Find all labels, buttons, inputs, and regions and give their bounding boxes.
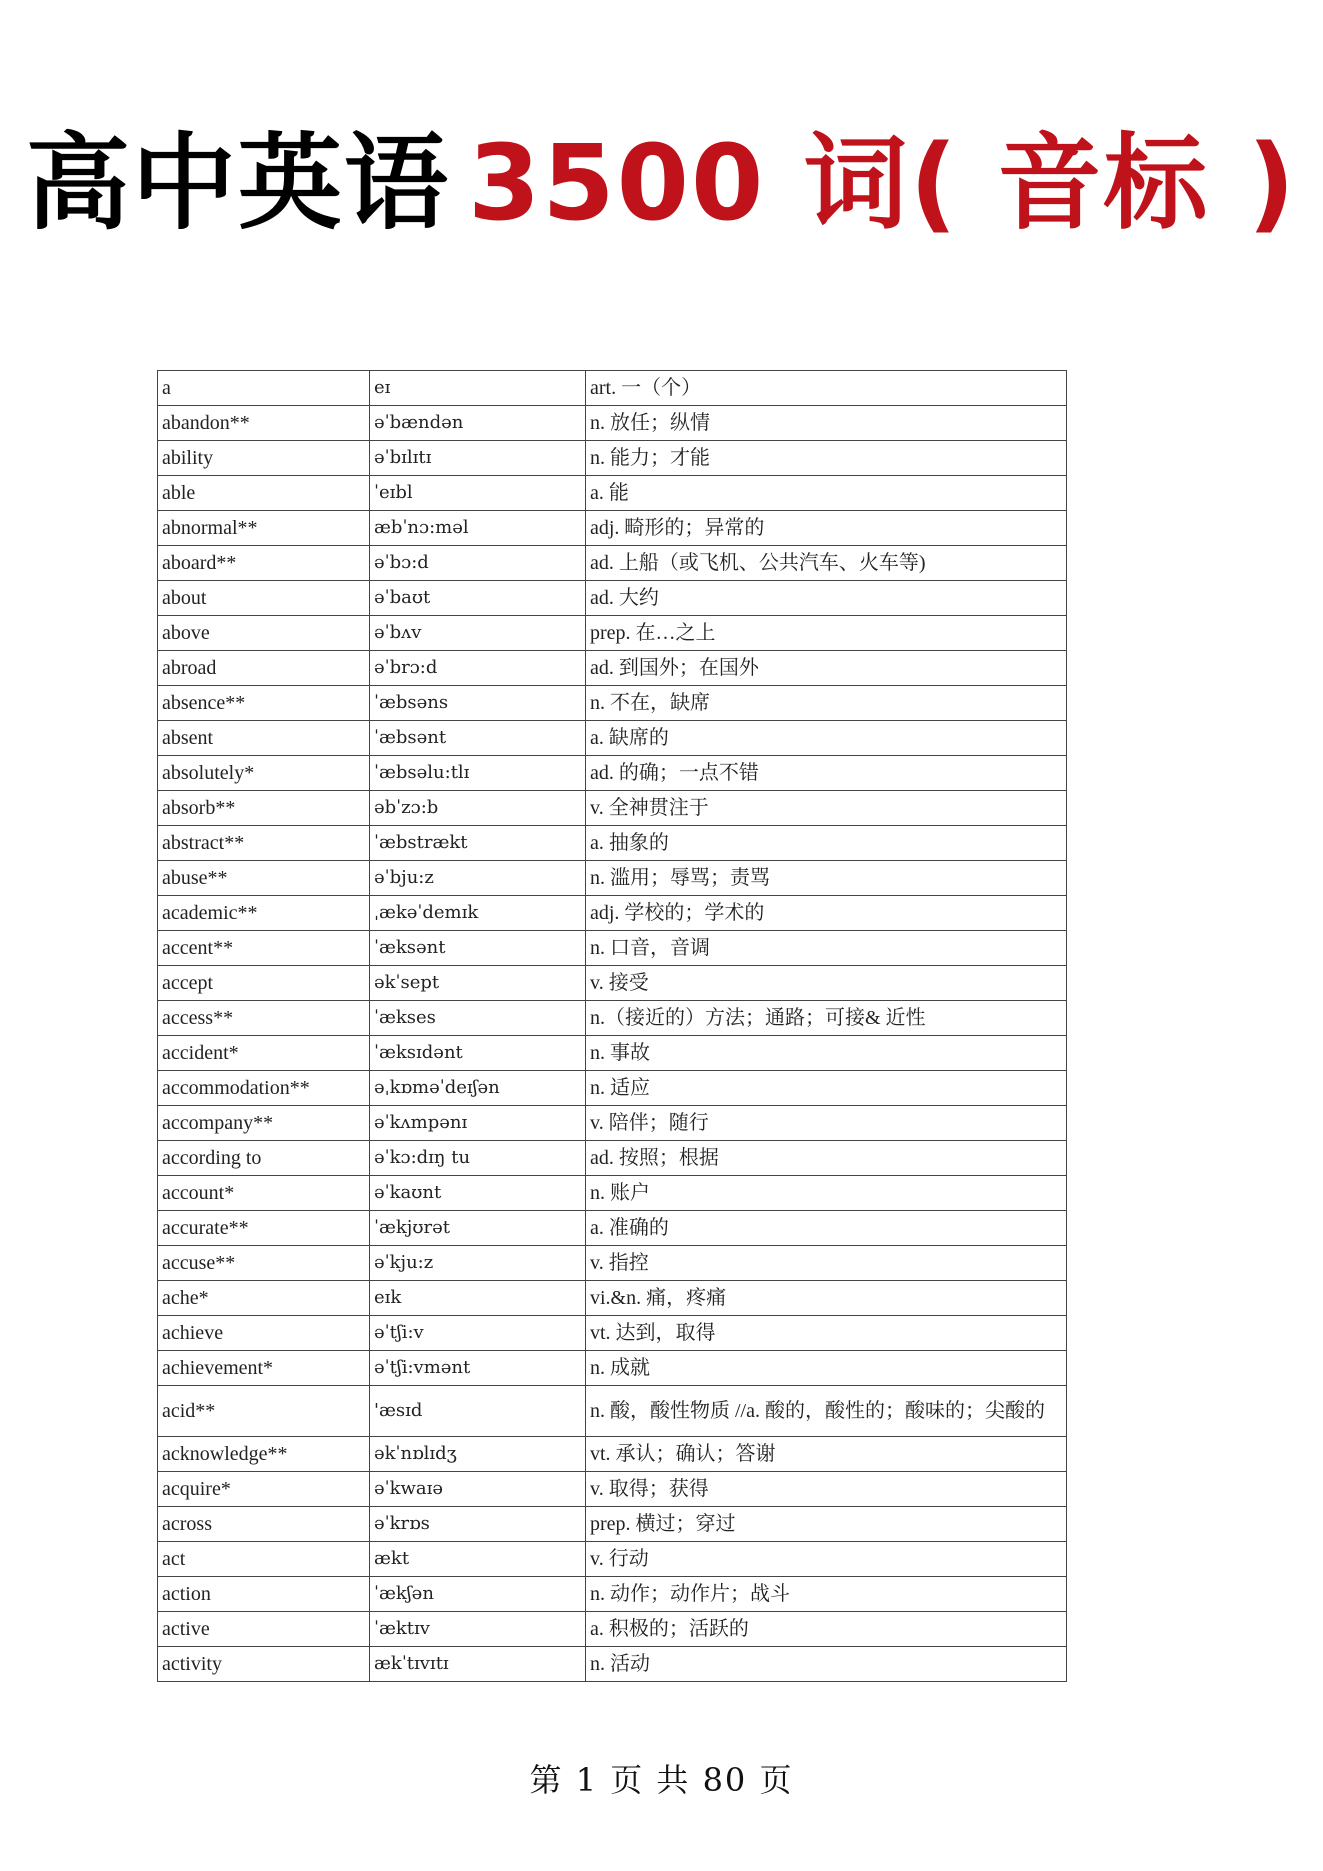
phonetic-cell: ˈæbsənt	[370, 721, 586, 756]
page-footer: 第 1 页 共 80 页	[529, 1761, 794, 1799]
table-row	[158, 861, 1067, 896]
phonetic-cell: æbˈnɔ:məl	[370, 511, 586, 546]
table-row	[158, 1246, 1067, 1281]
word-cell: abroad	[158, 651, 370, 686]
phonetic-cell: əˈkaʊnt	[370, 1176, 586, 1211]
table-row	[158, 1386, 1067, 1437]
table-row	[158, 1176, 1067, 1211]
table-row	[158, 1542, 1067, 1577]
table-row	[158, 1211, 1067, 1246]
meaning-cell: v. 行动	[586, 1542, 1067, 1577]
table-row	[158, 1036, 1067, 1071]
meaning-cell: v. 全神贯注于	[586, 791, 1067, 826]
phonetic-cell: ækˈtɪvɪtɪ	[370, 1647, 586, 1682]
word-cell: abstract**	[158, 826, 370, 861]
meaning-cell: n. 成就	[586, 1351, 1067, 1386]
meaning-cell: vi.&n. 痛，疼痛	[586, 1281, 1067, 1316]
word-cell: accident*	[158, 1036, 370, 1071]
phonetic-cell: ækt	[370, 1542, 586, 1577]
word-cell: accompany**	[158, 1106, 370, 1141]
meaning-cell: n. 能力；才能	[586, 441, 1067, 476]
table-row	[158, 826, 1067, 861]
word-cell: act	[158, 1542, 370, 1577]
word-cell: achievement*	[158, 1351, 370, 1386]
table-row	[158, 616, 1067, 651]
table-row	[158, 931, 1067, 966]
word-cell: accommodation**	[158, 1071, 370, 1106]
table-row	[158, 721, 1067, 756]
table-row	[158, 756, 1067, 791]
phonetic-cell: ˈæksənt	[370, 931, 586, 966]
table-row	[158, 1351, 1067, 1386]
meaning-cell: a. 能	[586, 476, 1067, 511]
table-row	[158, 581, 1067, 616]
phonetic-cell: ˈæbstrækt	[370, 826, 586, 861]
phonetic-cell: ˈækses	[370, 1001, 586, 1036]
word-cell: accept	[158, 966, 370, 1001]
word-cell: able	[158, 476, 370, 511]
phonetic-cell: eɪ	[370, 371, 586, 406]
table-row	[158, 651, 1067, 686]
word-cell: ache*	[158, 1281, 370, 1316]
word-cell: absorb**	[158, 791, 370, 826]
phonetic-cell: əˈkrɒs	[370, 1507, 586, 1542]
table-row	[158, 1001, 1067, 1036]
phonetic-cell: əˈbaʊt	[370, 581, 586, 616]
meaning-cell: adj. 畸形的；异常的	[586, 511, 1067, 546]
table-row	[158, 896, 1067, 931]
meaning-cell: n.（接近的）方法；通路；可接& 近性	[586, 1001, 1067, 1036]
table-row	[158, 1141, 1067, 1176]
phonetic-cell: ˈæktɪv	[370, 1612, 586, 1647]
meaning-cell: v. 陪伴；随行	[586, 1106, 1067, 1141]
meaning-cell: n. 适应	[586, 1071, 1067, 1106]
meaning-cell: ad. 的确；一点不错	[586, 756, 1067, 791]
word-cell: activity	[158, 1647, 370, 1682]
word-cell: achieve	[158, 1316, 370, 1351]
phonetic-cell: əˈbændən	[370, 406, 586, 441]
word-cell: ability	[158, 441, 370, 476]
title-highlight: 3500 词( 音标 )	[467, 122, 1298, 244]
word-cell: academic**	[158, 896, 370, 931]
meaning-cell: n. 口音，音调	[586, 931, 1067, 966]
meaning-cell: a. 缺席的	[586, 721, 1067, 756]
phonetic-cell: əˈbɔ:d	[370, 546, 586, 581]
word-cell: action	[158, 1577, 370, 1612]
meaning-cell: adj. 学校的；学术的	[586, 896, 1067, 931]
phonetic-cell: əˈbʌv	[370, 616, 586, 651]
phonetic-cell: əbˈzɔ:b	[370, 791, 586, 826]
phonetic-cell: əˈtʃi:v	[370, 1316, 586, 1351]
phonetic-cell: ˈækjʊrət	[370, 1211, 586, 1246]
word-cell: acknowledge**	[158, 1437, 370, 1472]
meaning-cell: ad. 大约	[586, 581, 1067, 616]
table-row	[158, 1647, 1067, 1682]
word-cell: according to	[158, 1141, 370, 1176]
word-cell: abuse**	[158, 861, 370, 896]
word-cell: abandon**	[158, 406, 370, 441]
table-row	[158, 371, 1067, 406]
vocabulary-table	[157, 370, 1067, 1682]
phonetic-cell: ˌækəˈdemɪk	[370, 896, 586, 931]
meaning-cell: vt. 达到，取得	[586, 1316, 1067, 1351]
word-cell: account*	[158, 1176, 370, 1211]
table-row	[158, 1507, 1067, 1542]
meaning-cell: ad. 上船（或飞机、公共汽车、火车等)	[586, 546, 1067, 581]
meaning-cell: n. 事故	[586, 1036, 1067, 1071]
page-title	[0, 118, 1323, 248]
table-row	[158, 406, 1067, 441]
word-cell: across	[158, 1507, 370, 1542]
phonetic-cell: ˈæbsəns	[370, 686, 586, 721]
phonetic-cell: eɪk	[370, 1281, 586, 1316]
phonetic-cell: əˈtʃi:vmənt	[370, 1351, 586, 1386]
meaning-cell: ad. 按照；根据	[586, 1141, 1067, 1176]
meaning-cell: n. 活动	[586, 1647, 1067, 1682]
meaning-cell: n. 账户	[586, 1176, 1067, 1211]
meaning-cell: v. 接受	[586, 966, 1067, 1001]
table-row	[158, 1437, 1067, 1472]
meaning-cell: art. 一（个）	[586, 371, 1067, 406]
table-row	[158, 546, 1067, 581]
word-cell: absent	[158, 721, 370, 756]
meaning-cell: n. 滥用；辱骂；责骂	[586, 861, 1067, 896]
phonetic-cell: əˈkju:z	[370, 1246, 586, 1281]
phonetic-cell: əˈkʌmpənɪ	[370, 1106, 586, 1141]
phonetic-cell: ˈækʃən	[370, 1577, 586, 1612]
phonetic-cell: əkˈsept	[370, 966, 586, 1001]
table-row	[158, 1316, 1067, 1351]
phonetic-cell: əˌkɒməˈdeɪʃən	[370, 1071, 586, 1106]
meaning-cell: a. 积极的；活跃的	[586, 1612, 1067, 1647]
table-row	[158, 1106, 1067, 1141]
title-main: 高中英语	[25, 122, 450, 244]
phonetic-cell: 'æsɪd	[370, 1386, 586, 1437]
phonetic-cell: ˈeɪbl	[370, 476, 586, 511]
table-row	[158, 476, 1067, 511]
phonetic-cell: əˈbɪlɪtɪ	[370, 441, 586, 476]
word-cell: abnormal**	[158, 511, 370, 546]
meaning-cell: ad. 到国外；在国外	[586, 651, 1067, 686]
word-cell: acquire*	[158, 1472, 370, 1507]
phonetic-cell: əkˈnɒlɪdʒ	[370, 1437, 586, 1472]
word-cell: absolutely*	[158, 756, 370, 791]
word-cell: accurate**	[158, 1211, 370, 1246]
phonetic-cell: əˈbju:z	[370, 861, 586, 896]
table-row	[158, 791, 1067, 826]
phonetic-cell: ˈæksɪdənt	[370, 1036, 586, 1071]
table-row	[158, 1612, 1067, 1647]
meaning-cell: n. 酸，酸性物质 //a. 酸的，酸性的；酸味的；尖酸的	[586, 1386, 1067, 1437]
meaning-cell: n. 不在，缺席	[586, 686, 1067, 721]
phonetic-cell: ˈæbsəlu:tlɪ	[370, 756, 586, 791]
table-row	[158, 1577, 1067, 1612]
word-cell: absence**	[158, 686, 370, 721]
table-row	[158, 1281, 1067, 1316]
word-cell: aboard**	[158, 546, 370, 581]
table-row	[158, 511, 1067, 546]
meaning-cell: vt. 承认；确认；答谢	[586, 1437, 1067, 1472]
word-cell: accuse**	[158, 1246, 370, 1281]
word-cell: access**	[158, 1001, 370, 1036]
phonetic-cell: əˈkwaɪə	[370, 1472, 586, 1507]
word-cell: about	[158, 581, 370, 616]
phonetic-cell: əˈbrɔ:d	[370, 651, 586, 686]
word-cell: acid**	[158, 1386, 370, 1437]
vocabulary-table-body	[158, 371, 1067, 1682]
meaning-cell: a. 抽象的	[586, 826, 1067, 861]
meaning-cell: prep. 在…之上	[586, 616, 1067, 651]
word-cell: a	[158, 371, 370, 406]
word-cell: accent**	[158, 931, 370, 966]
table-row	[158, 686, 1067, 721]
word-cell: above	[158, 616, 370, 651]
word-cell: active	[158, 1612, 370, 1647]
meaning-cell: n. 动作；动作片；战斗	[586, 1577, 1067, 1612]
table-row	[158, 1472, 1067, 1507]
table-row	[158, 441, 1067, 476]
table-row	[158, 966, 1067, 1001]
meaning-cell: v. 指控	[586, 1246, 1067, 1281]
meaning-cell: v. 取得；获得	[586, 1472, 1067, 1507]
meaning-cell: prep. 横过；穿过	[586, 1507, 1067, 1542]
phonetic-cell: əˈkɔ:dɪŋ tu	[370, 1141, 586, 1176]
meaning-cell: n. 放任；纵情	[586, 406, 1067, 441]
table-row	[158, 1071, 1067, 1106]
meaning-cell: a. 准确的	[586, 1211, 1067, 1246]
